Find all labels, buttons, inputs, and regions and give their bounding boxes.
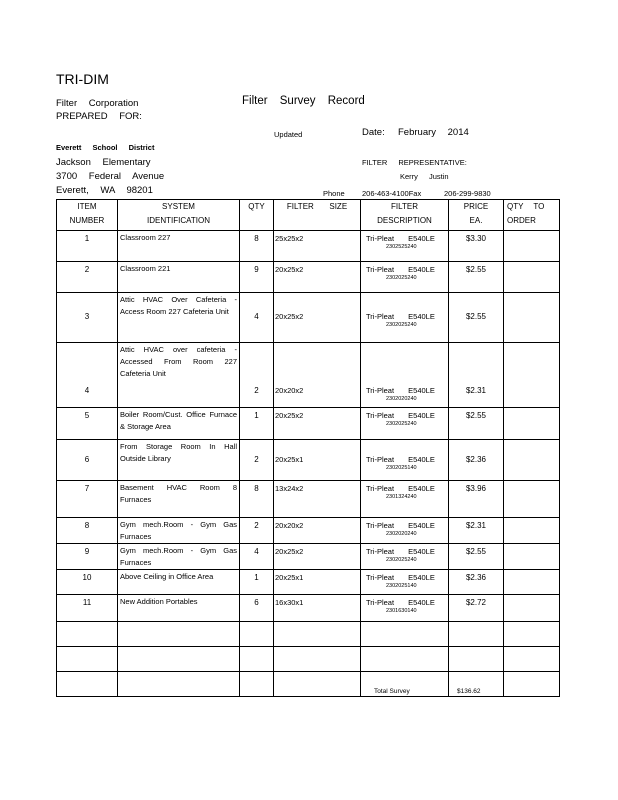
- price-each: $3.96: [449, 481, 504, 518]
- empty-cell: [449, 647, 504, 672]
- filter-survey-table: [56, 199, 560, 697]
- table-row: [57, 481, 560, 518]
- table-row: [57, 544, 560, 570]
- table-row: [57, 262, 560, 293]
- qty: 8: [240, 481, 274, 518]
- item-number: 3: [57, 293, 118, 343]
- price-each: $2.55: [449, 544, 504, 570]
- filter-size: 20x25x2: [274, 544, 361, 570]
- qty-to-order-cell[interactable]: [504, 343, 560, 408]
- qty-to-order-cell[interactable]: [504, 544, 560, 570]
- table-row: [57, 595, 560, 622]
- filter-size: 13x24x2: [274, 481, 361, 518]
- empty-cell: [361, 622, 449, 647]
- empty-cell: [449, 622, 504, 647]
- qty-to-order-cell[interactable]: [504, 262, 560, 293]
- table-row: [57, 231, 560, 262]
- item-number: 2: [57, 262, 118, 293]
- filter-description: Tri-Pleat E540LE 2302025240: [361, 408, 449, 440]
- filter-description: Tri-Pleat E540LE 2302525240: [361, 231, 449, 262]
- empty-cell: [274, 647, 361, 672]
- qty: 2: [240, 343, 274, 408]
- system-identification: Gym mech.Room - Gym Gas Furnaces: [118, 544, 240, 570]
- filter-description: Tri-Pleat E540LE 2301630140: [361, 595, 449, 622]
- qty-to-order-cell[interactable]: [504, 481, 560, 518]
- empty-cell: [57, 622, 118, 647]
- empty-cell: [361, 647, 449, 672]
- empty-cell: [240, 622, 274, 647]
- client-street: 3700 Federal Avenue: [56, 171, 165, 182]
- filter-description: Tri-Pleat E540LE 2302025240: [361, 544, 449, 570]
- table-header-row: [57, 200, 560, 231]
- qty: 4: [240, 544, 274, 570]
- item-number: 5: [57, 408, 118, 440]
- qty-to-order-cell[interactable]: [504, 672, 560, 697]
- phone-value: 206-463-4100Fax: [362, 189, 422, 198]
- filter-description: Tri-Pleat E540LE 2302020240: [361, 518, 449, 544]
- date-label: Date:: [362, 127, 385, 138]
- col-filter-size: FILTER SIZE: [274, 200, 361, 231]
- price-each: $3.30: [449, 231, 504, 262]
- total-value: $136.62: [449, 672, 504, 697]
- document-title: Filter Survey Record: [242, 95, 365, 107]
- filter-size: 20x25x2: [274, 293, 361, 343]
- qty-to-order-cell[interactable]: [504, 595, 560, 622]
- system-identification: Basement HVAC Room 8 Furnaces: [118, 481, 240, 518]
- table-row: [57, 408, 560, 440]
- system-identification: Boiler Room/Cust. Office Furnace & Storage Area: [118, 408, 240, 440]
- price-each: $2.31: [449, 343, 504, 408]
- system-identification: Classroom 227: [118, 231, 240, 262]
- qty: 9: [240, 262, 274, 293]
- price-each: $2.55: [449, 408, 504, 440]
- table-row: [57, 570, 560, 595]
- col-qty-to-order: QTY TO ORDER: [504, 200, 560, 231]
- qty: 1: [240, 570, 274, 595]
- empty-cell: [240, 672, 274, 697]
- empty-cell: [57, 647, 118, 672]
- empty-row: [57, 622, 560, 647]
- item-number: 6: [57, 440, 118, 481]
- empty-cell: [274, 622, 361, 647]
- filter-description: Tri-Pleat E540LE 2302025140: [361, 440, 449, 481]
- qty: 2: [240, 440, 274, 481]
- rep-name: Kerry Justin: [400, 172, 449, 181]
- filter-description: Tri-Pleat E540LE 2301324240: [361, 481, 449, 518]
- client-site: Jackson Elementary: [56, 157, 151, 168]
- filter-description: Tri-Pleat E540LE 2302025240: [361, 293, 449, 343]
- empty-cell: [240, 647, 274, 672]
- system-identification: Above Ceiling in Office Area: [118, 570, 240, 595]
- table-row: [57, 293, 560, 343]
- client-city: Everett, WA 98201: [56, 185, 153, 196]
- item-number: 11: [57, 595, 118, 622]
- filter-size: 20x20x2: [274, 343, 361, 408]
- prepared-for-label: PREPARED FOR:: [56, 111, 142, 122]
- qty-to-order-cell[interactable]: [504, 647, 560, 672]
- qty: 4: [240, 293, 274, 343]
- filter-size: 16x30x1: [274, 595, 361, 622]
- col-filter-description: FILTER DESCRIPTION: [361, 200, 449, 231]
- client-name: Everett School District: [56, 143, 155, 152]
- item-number: 10: [57, 570, 118, 595]
- filter-size: 20x25x1: [274, 440, 361, 481]
- qty-to-order-cell[interactable]: [504, 231, 560, 262]
- qty: 1: [240, 408, 274, 440]
- filter-size: 25x25x2: [274, 231, 361, 262]
- qty-to-order-cell[interactable]: [504, 570, 560, 595]
- date-value: February 2014: [398, 127, 469, 138]
- company-name: TRI-DIM: [56, 71, 109, 87]
- qty-to-order-cell[interactable]: [504, 622, 560, 647]
- qty-to-order-cell[interactable]: [504, 440, 560, 481]
- col-qty: QTY: [240, 200, 274, 231]
- filter-size: 20x25x2: [274, 262, 361, 293]
- total-row: [57, 672, 560, 697]
- item-number: 1: [57, 231, 118, 262]
- col-price: PRICE EA.: [449, 200, 504, 231]
- item-number: 4: [57, 343, 118, 408]
- system-identification: Gym mech.Room - Gym Gas Furnaces: [118, 518, 240, 544]
- system-identification: From Storage Room In Hall Outside Library: [118, 440, 240, 481]
- updated-label: Updated: [274, 130, 303, 139]
- table-row: [57, 440, 560, 481]
- system-identification: Attic HVAC over cafeteria - Accessed From Room 227 Cafeteria Unit: [118, 343, 240, 408]
- fax-value: 206-299-9830: [444, 189, 491, 198]
- filter-size: 20x25x1: [274, 570, 361, 595]
- price-each: $2.55: [449, 293, 504, 343]
- company-subtitle: Filter Corporation: [56, 98, 139, 109]
- item-number: 7: [57, 481, 118, 518]
- price-each: $2.72: [449, 595, 504, 622]
- table-row: [57, 518, 560, 544]
- filter-size: 20x20x2: [274, 518, 361, 544]
- col-item-number: ITEM NUMBER: [57, 200, 118, 231]
- rep-label: FILTER REPRESENTATIVE:: [362, 158, 467, 167]
- total-label: Total Survey: [361, 672, 449, 697]
- phone-label: Phone: [323, 189, 345, 198]
- price-each: $2.55: [449, 262, 504, 293]
- qty: 6: [240, 595, 274, 622]
- table-row: [57, 343, 560, 408]
- price-each: $2.36: [449, 570, 504, 595]
- system-identification: Attic HVAC Over Cafeteria - Access Room 227 Cafeteria Unit: [118, 293, 240, 343]
- filter-size: 20x25x2: [274, 408, 361, 440]
- system-identification: Classroom 221: [118, 262, 240, 293]
- item-number: 8: [57, 518, 118, 544]
- empty-cell: [57, 672, 118, 697]
- qty-to-order-cell[interactable]: [504, 518, 560, 544]
- price-each: $2.31: [449, 518, 504, 544]
- qty-to-order-cell[interactable]: [504, 408, 560, 440]
- col-system-identification: SYSTEM IDENTIFICATION: [118, 200, 240, 231]
- empty-row: [57, 647, 560, 672]
- empty-cell: [118, 672, 240, 697]
- qty: 2: [240, 518, 274, 544]
- item-number: 9: [57, 544, 118, 570]
- system-identification: New Addition Portables: [118, 595, 240, 622]
- empty-cell: [274, 672, 361, 697]
- filter-description: Tri-Pleat E540LE 2302025240: [361, 262, 449, 293]
- empty-cell: [118, 622, 240, 647]
- qty: 8: [240, 231, 274, 262]
- qty-to-order-cell[interactable]: [504, 293, 560, 343]
- empty-cell: [118, 647, 240, 672]
- filter-description: Tri-Pleat E540LE 2302020240: [361, 343, 449, 408]
- filter-description: Tri-Pleat E540LE 2302025140: [361, 570, 449, 595]
- price-each: $2.36: [449, 440, 504, 481]
